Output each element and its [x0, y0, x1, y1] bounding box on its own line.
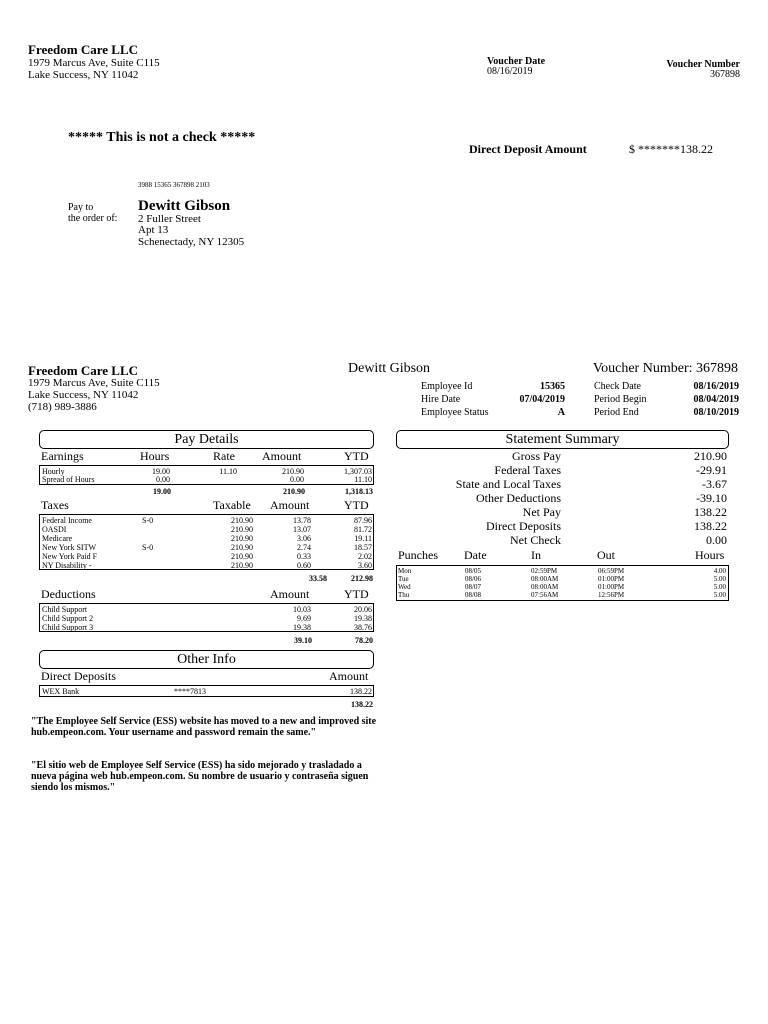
direct-deposits-col-name: Direct Deposits: [41, 669, 116, 683]
table-row: [40, 614, 373, 623]
voucher-company-address-1: 1979 Marcus Ave, Suite C115: [28, 57, 160, 69]
deductions-table: [39, 603, 374, 632]
stub-company-phone: (718) 989-3886: [28, 401, 97, 413]
taxes-col-ytd: YTD: [344, 498, 369, 512]
period-begin-value: 08/04/2019: [693, 394, 739, 405]
summary-label-direct-deposits: Direct Deposits: [486, 519, 561, 533]
voucher-company-address-2: Lake Success, NY 11042: [28, 69, 139, 81]
earnings-total-ytd: 1,318.13: [345, 487, 373, 496]
table-row: [40, 516, 373, 525]
stub-company-name: Freedom Care LLC: [28, 363, 138, 378]
tax-amount: 13.78: [293, 516, 311, 525]
check-date-label: Check Date: [594, 381, 641, 392]
punch-date: 08/08: [465, 591, 481, 599]
payee-address-1: 2 Fuller Street: [138, 213, 201, 225]
tax-taxable: 210.90: [231, 552, 253, 561]
taxes-table: [39, 514, 374, 570]
deductions-total-ytd: 78.20: [355, 636, 373, 645]
deposit-bank-name: WEX Bank: [42, 687, 80, 696]
tax-name: New York Paid F: [42, 552, 98, 561]
taxes-header: [41, 499, 374, 513]
deduction-name: Child Support 3: [42, 623, 94, 632]
tax-taxable: 210.90: [231, 516, 253, 525]
tax-ytd: 3.60: [358, 561, 372, 570]
summary-value-direct-deposits: 138.22: [694, 519, 727, 533]
earnings-total-hours: 19.00: [153, 487, 171, 496]
summary-label-federal-taxes: Federal Taxes: [494, 463, 561, 477]
earnings-col-name: Earnings: [41, 449, 84, 463]
earnings-hours: 0.00: [156, 475, 170, 484]
payee-address-2: Apt 13: [138, 224, 169, 236]
notice-english: "The Employee Self Service (ESS) website has moved to a new and improved site hub.empeon.com. Your username and password remain the same.": [31, 716, 377, 738]
deduction-amount: 9.69: [297, 614, 311, 623]
summary-label-gross-pay: Gross Pay: [511, 449, 561, 463]
punch-day: Mon: [398, 567, 412, 575]
employee-info-block: [421, 381, 565, 417]
earnings-rate: 11.10: [219, 467, 237, 476]
punch-date: 08/06: [465, 575, 481, 583]
stub-voucher-number: Voucher Number: 367898: [592, 361, 738, 376]
earnings-hours: 19.00: [152, 467, 170, 476]
stub-company-address-2: Lake Success, NY 11042: [28, 389, 139, 401]
direct-deposits-table: [39, 685, 374, 697]
deductions-totals: [39, 636, 374, 646]
statement-summary-title: Statement Summary: [396, 430, 729, 449]
earnings-col-hours: Hours: [140, 449, 170, 463]
payee-name: Dewitt Gibson: [138, 198, 231, 214]
period-begin-label: Period Begin: [594, 394, 647, 405]
summary-label-other-deductions: Other Deductions: [476, 491, 561, 505]
voucher-company-name: Freedom Care LLC: [28, 42, 138, 57]
order-of-label: the order of:: [68, 213, 118, 224]
table-row: [40, 534, 373, 543]
tax-code: S-0: [142, 543, 154, 552]
tax-amount: 0.60: [297, 561, 311, 570]
deposit-account: ****7813: [174, 687, 206, 696]
hire-date-label: Hire Date: [421, 394, 461, 405]
punches-col-out: Out: [597, 548, 615, 562]
summary-value-state-local-taxes: -3.67: [702, 477, 727, 491]
deduction-ytd: 20.06: [354, 605, 372, 614]
punch-hours: 4.00: [713, 567, 726, 575]
earnings-amount: 0.00: [290, 475, 304, 484]
earnings-ytd: 1,307.03: [344, 467, 372, 476]
deductions-col-name: Deductions: [41, 587, 96, 601]
taxes-col-amount: Amount: [270, 498, 310, 512]
summary-value-net-pay: 138.22: [694, 505, 727, 519]
voucher-number-value: 367898: [710, 69, 740, 80]
stub-employee-name: Dewitt Gibson: [348, 361, 431, 376]
direct-deposit-amount-value: $ *******138.22: [629, 142, 713, 156]
summary-label-state-local-taxes: State and Local Taxes: [455, 477, 561, 491]
deposit-amount: 138.22: [350, 687, 372, 696]
statement-summary-list: [396, 450, 729, 546]
tax-amount: 2.74: [297, 543, 311, 552]
voucher-date-label: Voucher Date: [487, 56, 546, 67]
punches-col-hours: Hours: [695, 548, 725, 562]
earnings-header: [41, 450, 374, 464]
tax-ytd: 87.96: [354, 516, 372, 525]
deduction-ytd: 19.38: [354, 614, 372, 623]
punch-day: Tue: [398, 575, 409, 583]
tax-ytd: 2.02: [358, 552, 372, 561]
tax-taxable: 210.90: [231, 561, 253, 570]
taxes-total-amount: 33.58: [309, 574, 327, 583]
punches-col-in: In: [531, 548, 541, 562]
table-row: [40, 525, 373, 534]
punch-in: 07:56AM: [531, 591, 559, 599]
employee-status-label: Employee Status: [421, 407, 489, 418]
direct-deposits-header: [41, 670, 374, 684]
period-end-label: Period End: [594, 407, 639, 418]
stub-company-address-1: 1979 Marcus Ave, Suite C115: [28, 377, 160, 389]
summary-value-other-deductions: -39.10: [696, 491, 727, 505]
earnings-total-amount: 210.90: [283, 487, 305, 496]
tax-code: S-0: [142, 516, 154, 525]
summary-value-net-check: 0.00: [706, 533, 727, 547]
tax-amount: 13.07: [293, 525, 311, 534]
earnings-col-ytd: YTD: [344, 449, 369, 463]
punch-in: 08:00AM: [531, 583, 559, 591]
tax-taxable: 210.90: [231, 525, 253, 534]
punch-day: Wed: [398, 583, 411, 591]
employee-status-value: A: [557, 407, 565, 418]
punch-hours: 5.00: [713, 583, 726, 591]
summary-label-net-check: Net Check: [510, 533, 561, 547]
earnings-col-rate: Rate: [213, 449, 235, 463]
direct-deposits-totals: [39, 700, 374, 710]
table-row: [40, 561, 373, 570]
table-row: [40, 605, 373, 614]
tax-ytd: 18.57: [354, 543, 372, 552]
direct-deposits-total: 138.22: [351, 700, 373, 709]
earnings-col-amount: Amount: [262, 449, 302, 463]
tax-amount: 3.06: [297, 534, 311, 543]
payee-address-3: Schenectady, NY 12305: [138, 236, 245, 248]
micr-line: 3988 15365 367898 2103: [138, 181, 210, 189]
punch-date: 08/07: [465, 583, 481, 591]
taxes-totals: [39, 574, 374, 584]
earnings-amount: 210.90: [282, 467, 304, 476]
deductions-col-ytd: YTD: [344, 587, 369, 601]
table-row: [397, 591, 728, 600]
tax-name: Federal Income: [42, 516, 92, 525]
not-a-check-notice: ***** This is not a check *****: [68, 130, 256, 145]
notice-spanish: "El sitio web de Employee Self Service (ESS) ha sido mejorado y trasladado a nueva página web hub.empeon.com. Su nombre de usuario y contraseña siguen siendo los mismos.": [31, 760, 369, 793]
earnings-ytd: 11.10: [354, 475, 372, 484]
tax-name: Medicare: [42, 534, 73, 543]
punches-col-day: Punches: [398, 548, 438, 562]
tax-name: New York SITW: [42, 543, 96, 552]
deductions-total-amount: 39.10: [294, 636, 312, 645]
period-end-value: 08/10/2019: [693, 407, 739, 418]
deduction-name: Child Support: [42, 605, 88, 614]
earnings-name: Spread of Hours: [42, 475, 95, 484]
table-row: [40, 552, 373, 561]
period-info-block: [594, 381, 739, 417]
hire-date-value: 07/04/2019: [519, 394, 565, 405]
voucher-number-label: Voucher Number: [666, 59, 740, 70]
punch-out: 06:59PM: [598, 567, 625, 575]
tax-name: OASDI: [42, 525, 67, 534]
deduction-name: Child Support 2: [42, 614, 94, 623]
deductions-col-amount: Amount: [270, 587, 310, 601]
tax-taxable: 210.90: [231, 543, 253, 552]
punches-col-date: Date: [464, 548, 487, 562]
direct-deposits-col-amount: Amount: [329, 669, 369, 683]
voucher-date-value: 08/16/2019: [487, 66, 533, 77]
tax-amount: 0.33: [297, 552, 311, 561]
taxes-col-taxable: Taxable: [213, 498, 251, 512]
deductions-header: [41, 588, 374, 602]
tax-taxable: 210.90: [231, 534, 253, 543]
summary-value-federal-taxes: -29.91: [696, 463, 727, 477]
deduction-amount: 19.38: [293, 623, 311, 632]
punches-table: [396, 565, 729, 601]
punch-hours: 5.00: [713, 591, 726, 599]
tax-ytd: 81.72: [354, 525, 372, 534]
punch-hours: 5.00: [713, 575, 726, 583]
punch-out: 01:00PM: [598, 575, 625, 583]
taxes-total-ytd: 212.98: [351, 574, 373, 583]
punch-out: 01:00PM: [598, 583, 625, 591]
pay-details-title: Pay Details: [39, 430, 374, 449]
direct-deposit-amount-label: Direct Deposit Amount: [469, 142, 587, 156]
punch-in: 02:59PM: [531, 567, 558, 575]
punch-day: Thu: [398, 591, 410, 599]
deduction-amount: 10.03: [293, 605, 311, 614]
earnings-totals: [39, 487, 374, 497]
table-row: [40, 623, 373, 632]
punch-date: 08/05: [465, 567, 481, 575]
employee-id-label: Employee Id: [421, 381, 473, 392]
table-row: [40, 687, 373, 696]
employee-id-value: 15365: [540, 381, 565, 392]
tax-ytd: 19.11: [354, 534, 372, 543]
punch-out: 12:56PM: [598, 591, 625, 599]
deduction-ytd: 38.76: [354, 623, 372, 632]
punches-header: [396, 549, 729, 563]
pay-to-label: Pay to: [68, 202, 94, 213]
summary-value-gross-pay: 210.90: [694, 449, 727, 463]
earnings-name: Hourly: [42, 467, 65, 476]
check-date-value: 08/16/2019: [693, 381, 739, 392]
earnings-table: [39, 465, 374, 485]
taxes-col-name: Taxes: [41, 498, 69, 512]
punch-in: 08:00AM: [531, 575, 559, 583]
table-row: [40, 475, 373, 484]
summary-label-net-pay: Net Pay: [522, 505, 561, 519]
tax-name: NY Disability -: [42, 561, 92, 570]
other-info-title: Other Info: [39, 650, 374, 669]
table-row: [40, 543, 373, 552]
